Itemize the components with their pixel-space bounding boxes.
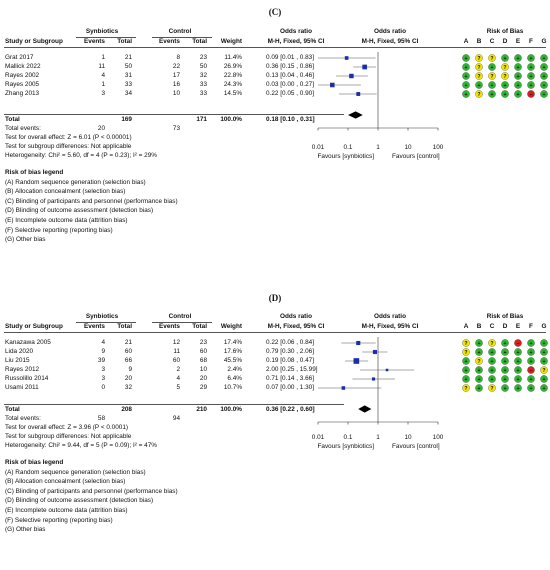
control-total: 68 xyxy=(199,357,207,364)
study-weight: 17.6% xyxy=(223,348,242,355)
control-events: 4 xyxy=(176,375,180,382)
study-name: Mallick 2022 xyxy=(5,63,41,70)
synbiotics-events-sum: 20 xyxy=(97,125,105,132)
control-total: 29 xyxy=(199,384,207,391)
control-events: 60 xyxy=(172,357,180,364)
rob-symbol: − xyxy=(516,340,520,347)
events-label: Total events: xyxy=(5,125,41,132)
rob-symbol: + xyxy=(464,358,468,365)
or-method-header: M-H, Fixed, 95% CI xyxy=(267,38,325,45)
rob-symbol: + xyxy=(529,385,533,392)
study-header: Study or Subgroup xyxy=(5,38,63,45)
control-total: 60 xyxy=(199,348,207,355)
control-events: 8 xyxy=(176,54,180,61)
rob-symbol: − xyxy=(529,367,533,374)
legend-item: (C) Blinding of participants and personnel (performance bias) xyxy=(5,197,178,205)
study-point xyxy=(362,65,367,70)
synbiotics-header: Synbiotics xyxy=(85,313,119,320)
rob-symbol: + xyxy=(516,82,520,89)
rob-letter: F xyxy=(529,38,533,45)
synbiotics-total: 60 xyxy=(124,348,132,355)
axis-tick-label: 100 xyxy=(432,144,444,151)
rob-symbol: ? xyxy=(490,385,494,392)
favours-left-label: Favours [synbiotics] xyxy=(317,443,374,450)
study-ci: 0.03 [0.00 , 0.27] xyxy=(266,81,314,88)
rob-legend xyxy=(5,168,178,245)
study-weight: 14.5% xyxy=(223,90,242,97)
rob-letter: G xyxy=(541,38,547,45)
rob-symbol: + xyxy=(490,367,494,374)
rob-symbol: ? xyxy=(477,73,481,80)
control-events-sum: 94 xyxy=(172,415,180,422)
study-point xyxy=(356,341,360,345)
synbiotics-events: 11 xyxy=(98,63,105,70)
rob-symbol: ? xyxy=(477,358,481,365)
rob-letter: D xyxy=(502,38,508,45)
rob-symbol: ? xyxy=(477,55,481,62)
forest-plot-marks xyxy=(318,52,548,131)
rob-symbol: + xyxy=(542,349,546,356)
rob-symbol: + xyxy=(464,64,468,71)
favours-right-label: Favours [control] xyxy=(392,153,440,160)
study-ci: 0.13 [0.04 , 0.46] xyxy=(266,72,314,79)
synbiotics-events: 3 xyxy=(101,366,105,373)
or-plot-method-header: M-H, Fixed, 95% CI xyxy=(361,38,419,45)
rob-symbol: + xyxy=(464,367,468,374)
control-total: 20 xyxy=(199,375,207,382)
total-label: Total xyxy=(5,406,20,413)
axis-tick-label: 0.01 xyxy=(311,434,325,441)
rob-symbol: + xyxy=(464,91,468,98)
subgroup-test: Test for subgroup differences: Not applicable xyxy=(5,143,132,150)
weight-header: Weight xyxy=(220,323,242,330)
axis-tick-label: 1 xyxy=(376,434,380,441)
study-point xyxy=(345,56,349,60)
synbiotics-events: 3 xyxy=(101,375,105,382)
study-ci: 0.22 [0.06 , 0.84] xyxy=(266,339,314,346)
study-point xyxy=(356,92,360,96)
rob-symbol: + xyxy=(542,64,546,71)
study-name: Rayes 2012 xyxy=(5,366,40,373)
rob-letter: A xyxy=(463,323,469,330)
rob-letter: D xyxy=(502,323,508,330)
rob-symbol: + xyxy=(503,376,507,383)
rob-symbol: + xyxy=(542,55,546,62)
rob-symbol: ? xyxy=(490,340,494,347)
synbiotics-events: 3 xyxy=(101,90,105,97)
axis-tick-label: 100 xyxy=(432,434,444,441)
control-events: 16 xyxy=(172,81,180,88)
control-events-sum: 73 xyxy=(172,125,180,132)
rob-letter: E xyxy=(515,38,521,45)
synbiotics-total: 31 xyxy=(124,72,132,79)
synbiotics-total: 34 xyxy=(124,90,132,97)
rob-symbol: + xyxy=(490,91,494,98)
rob-symbol: + xyxy=(490,358,494,365)
synbiotics-total: 50 xyxy=(124,63,132,70)
legend-item: (D) Blinding of outcome assessment (detection bias) xyxy=(5,497,154,505)
rob-symbol: + xyxy=(490,349,494,356)
study-name: Lida 2020 xyxy=(5,348,34,355)
rob-symbol: + xyxy=(542,73,546,80)
rob-symbol: ? xyxy=(464,349,468,356)
synbiotics-events: 4 xyxy=(101,72,105,79)
synbiotics-total: 66 xyxy=(124,357,132,364)
rob-symbol: ? xyxy=(490,55,494,62)
rob-letter: C xyxy=(489,323,495,330)
rob-symbol: + xyxy=(477,385,481,392)
control-total-sum: 171 xyxy=(196,116,207,123)
weight-header: Weight xyxy=(220,38,242,45)
rob-symbol: + xyxy=(529,73,533,80)
panel-label: (D) xyxy=(268,293,282,303)
study-weight: 11.4% xyxy=(224,54,242,61)
legend-item: (F) Selective reporting (reporting bias) xyxy=(5,516,113,524)
heterogeneity-stats: Heterogeneity: Chi² = 5.60, df = 4 (P = 0.23); I² = 29% xyxy=(5,152,157,159)
rob-symbol: + xyxy=(516,385,520,392)
rob-symbol: + xyxy=(516,349,520,356)
rob-symbol: + xyxy=(542,340,546,347)
rob-symbol: + xyxy=(503,82,507,89)
synbiotics-total: 32 xyxy=(124,384,132,391)
rob-header: Risk of Bias xyxy=(486,28,524,35)
rob-symbol: + xyxy=(490,82,494,89)
pooled-ci: 0.18 [0.10 , 0.31] xyxy=(266,116,315,123)
study-ci: 0.36 [0.15 , 0.86] xyxy=(266,63,314,70)
study-point xyxy=(342,386,346,390)
heterogeneity-stats: Heterogeneity: Chi² = 9.44, df = 5 (P = 0.09); I² = 47% xyxy=(5,442,157,449)
legend-item: (C) Blinding of participants and personnel (performance bias) xyxy=(5,487,178,495)
axis-tick-label: 0.01 xyxy=(311,144,325,151)
rob-letter: F xyxy=(529,323,533,330)
control-header: Control xyxy=(168,313,192,320)
study-weight: 22.8% xyxy=(223,72,242,79)
overall-effect-test: Test for overall effect: Z = 3.96 (P < 0.0001) xyxy=(5,424,129,431)
rob-letter: A xyxy=(463,38,469,45)
study-point xyxy=(354,358,360,364)
control-events: 12 xyxy=(172,339,180,346)
study-ci: 0.09 [0.01 , 0.83] xyxy=(266,54,314,61)
forest-plot-marks xyxy=(318,337,548,425)
legend-item: (B) Allocation concealment (selection bias) xyxy=(5,188,126,196)
synbiotics-events: 1 xyxy=(101,54,105,61)
study-name: Kanazawa 2005 xyxy=(5,339,51,346)
synbiotics-total-sum: 169 xyxy=(121,116,132,123)
study-weight: 24.3% xyxy=(223,81,242,88)
control-total: 33 xyxy=(199,81,207,88)
study-name: Liu 2015 xyxy=(5,357,30,364)
legend-item: (F) Selective reporting (reporting bias) xyxy=(5,226,113,234)
study-point xyxy=(349,74,353,78)
rob-symbol: + xyxy=(529,340,533,347)
rob-symbol: ? xyxy=(542,367,546,374)
synbiotics-total: 21 xyxy=(124,54,132,61)
total-label: Total xyxy=(5,116,20,123)
study-point xyxy=(386,369,389,372)
events-header: Events xyxy=(84,323,105,330)
legend-item: (G) Other bias xyxy=(5,526,46,534)
study-header: Study or Subgroup xyxy=(5,323,63,330)
axis-tick-label: 10 xyxy=(404,434,412,441)
study-name: Russolillo 2014 xyxy=(5,375,49,382)
study-point xyxy=(372,377,375,380)
rob-symbol: + xyxy=(490,376,494,383)
rob-symbol: + xyxy=(529,64,533,71)
total-header: Total xyxy=(192,323,207,330)
forest-panel-d xyxy=(0,285,550,570)
rob-symbol: + xyxy=(503,55,507,62)
rob-symbol: + xyxy=(529,376,533,383)
rob-symbol: + xyxy=(516,55,520,62)
events-header: Events xyxy=(84,38,105,45)
rob-letter: C xyxy=(489,38,495,45)
total-weight: 100.0% xyxy=(220,406,242,413)
control-events: 22 xyxy=(172,63,180,70)
rob-symbol: + xyxy=(542,385,546,392)
control-events: 17 xyxy=(172,72,180,79)
rob-legend xyxy=(5,458,178,535)
pooled-diamond xyxy=(358,405,371,412)
study-weight: 45.5% xyxy=(223,357,242,364)
rob-symbol: + xyxy=(516,358,520,365)
control-total: 33 xyxy=(199,90,207,97)
study-ci: 0.22 [0.05 , 0.90] xyxy=(266,90,314,97)
legend-item: (E) Incomplete outcome data (attrition bias) xyxy=(5,506,128,514)
rob-symbol: + xyxy=(516,376,520,383)
favours-left-label: Favours [synbiotics] xyxy=(317,153,374,160)
rob-symbol: + xyxy=(464,376,468,383)
rob-symbol: + xyxy=(503,349,507,356)
legend-item: (A) Random sequence generation (selection bias) xyxy=(5,178,146,186)
rob-header: Risk of Bias xyxy=(486,313,524,320)
synbiotics-total: 21 xyxy=(124,339,132,346)
rob-symbol: + xyxy=(542,358,546,365)
study-name: Grat 2017 xyxy=(5,54,34,61)
legend-item: (B) Allocation concealment (selection bias) xyxy=(5,478,126,486)
control-events: 5 xyxy=(176,384,180,391)
rob-symbol: + xyxy=(542,91,546,98)
total-header: Total xyxy=(192,38,207,45)
study-weight: 10.7% xyxy=(223,384,242,391)
rob-symbol: + xyxy=(516,73,520,80)
study-ci: 2.00 [0.25 , 15.99] xyxy=(266,366,318,373)
study-ci: 0.07 [0.00 , 1.30] xyxy=(266,384,314,391)
axis-tick-label: 10 xyxy=(404,144,412,151)
synbiotics-total: 20 xyxy=(124,375,132,382)
control-total: 23 xyxy=(199,54,207,61)
rob-letter: B xyxy=(476,323,482,330)
legend-item: (E) Incomplete outcome data (attrition bias) xyxy=(5,216,128,224)
synbiotics-events: 9 xyxy=(101,348,105,355)
or-header: Odds ratio xyxy=(280,313,312,320)
rob-letter: G xyxy=(541,323,547,330)
synbiotics-total: 33 xyxy=(124,81,132,88)
axis-tick-label: 1 xyxy=(376,144,380,151)
rob-symbol: ? xyxy=(477,64,481,71)
control-events: 2 xyxy=(176,366,180,373)
rob-symbol: + xyxy=(477,340,481,347)
axis-tick-label: 0.1 xyxy=(343,434,353,441)
rob-symbol: + xyxy=(503,340,507,347)
overall-effect-test: Test for overall effect: Z = 6.01 (P < 0.00001) xyxy=(5,134,132,141)
synbiotics-events: 1 xyxy=(101,81,105,88)
legend-title: Risk of bias legend xyxy=(5,459,64,466)
study-weight: 6.4% xyxy=(227,375,242,382)
events-header: Events xyxy=(159,323,180,330)
rob-symbol: + xyxy=(464,55,468,62)
rob-symbol: + xyxy=(464,82,468,89)
total-header: Total xyxy=(117,38,132,45)
rob-symbol: + xyxy=(542,376,546,383)
rob-symbol: + xyxy=(464,73,468,80)
legend-title: Risk of bias legend xyxy=(5,169,64,176)
total-weight: 100.0% xyxy=(220,116,242,123)
study-point xyxy=(373,350,377,354)
rob-symbol: ? xyxy=(503,64,507,71)
events-label: Total events: xyxy=(5,415,41,422)
or-method-header: M-H, Fixed, 95% CI xyxy=(267,323,325,330)
study-ci: 0.79 [0.30 , 2.06] xyxy=(266,348,314,355)
study-ci: 0.19 [0.08 , 0.47] xyxy=(266,357,314,364)
rob-symbol: ? xyxy=(503,73,507,80)
pooled-ci: 0.36 [0.22 , 0.60] xyxy=(266,406,315,413)
axis-tick-label: 0.1 xyxy=(343,144,353,151)
rob-symbol: + xyxy=(477,376,481,383)
or-header: Odds ratio xyxy=(280,28,312,35)
study-name: Zhang 2013 xyxy=(5,90,40,97)
favours-right-label: Favours [control] xyxy=(392,443,440,450)
synbiotics-events-sum: 58 xyxy=(97,415,105,422)
synbiotics-total-sum: 208 xyxy=(121,406,132,413)
rob-symbol: + xyxy=(503,358,507,365)
study-point xyxy=(330,83,335,88)
control-events: 11 xyxy=(173,348,180,355)
control-total: 32 xyxy=(199,72,207,79)
rob-symbol: + xyxy=(503,367,507,374)
rob-symbol: + xyxy=(477,82,481,89)
or-plot-header: Odds ratio xyxy=(374,313,406,320)
rob-symbol: + xyxy=(529,349,533,356)
rob-symbol: + xyxy=(503,91,507,98)
rob-symbol: ? xyxy=(464,340,468,347)
study-name: Usami 2011 xyxy=(5,384,39,391)
study-ci: 0.71 [0.14 , 3.66] xyxy=(266,375,314,382)
synbiotics-header: Synbiotics xyxy=(85,28,119,35)
rob-symbol: ? xyxy=(490,73,494,80)
rob-letter: B xyxy=(476,38,482,45)
pooled-diamond xyxy=(348,111,363,118)
rob-symbol: + xyxy=(516,64,520,71)
rob-symbol: ? xyxy=(464,385,468,392)
synbiotics-events: 39 xyxy=(97,357,105,364)
rob-symbol: + xyxy=(529,358,533,365)
control-header: Control xyxy=(168,28,192,35)
or-plot-method-header: M-H, Fixed, 95% CI xyxy=(361,323,419,330)
study-weight: 2.4% xyxy=(227,366,242,373)
panel-label: (C) xyxy=(268,7,282,17)
control-total-sum: 210 xyxy=(196,406,207,413)
legend-item: (A) Random sequence generation (selection bias) xyxy=(5,468,146,476)
rob-symbol: + xyxy=(529,55,533,62)
rob-symbol: + xyxy=(477,367,481,374)
control-events: 10 xyxy=(172,90,180,97)
rob-letter: E xyxy=(515,323,521,330)
subgroup-test: Test for subgroup differences: Not applicable xyxy=(5,433,132,440)
legend-item: (D) Blinding of outcome assessment (detection bias) xyxy=(5,207,154,215)
total-header: Total xyxy=(117,323,132,330)
study-weight: 17.4% xyxy=(223,339,242,346)
synbiotics-events: 0 xyxy=(101,384,105,391)
events-header: Events xyxy=(159,38,180,45)
synbiotics-events: 4 xyxy=(101,339,105,346)
rob-symbol: + xyxy=(516,367,520,374)
rob-symbol: + xyxy=(503,385,507,392)
legend-item: (G) Other bias xyxy=(5,236,46,244)
control-total: 50 xyxy=(199,63,207,70)
control-total: 10 xyxy=(199,366,207,373)
study-name: Rayes 2002 xyxy=(5,72,40,79)
study-name: Rayes 2005 xyxy=(5,81,40,88)
rob-symbol: + xyxy=(516,91,520,98)
or-plot-header: Odds ratio xyxy=(374,28,406,35)
synbiotics-total: 9 xyxy=(128,366,132,373)
rob-symbol: + xyxy=(542,82,546,89)
rob-symbol: ? xyxy=(477,91,481,98)
rob-symbol: − xyxy=(529,91,533,98)
study-weight: 26.9% xyxy=(223,63,242,70)
rob-symbol: + xyxy=(490,64,494,71)
rob-symbol: + xyxy=(477,349,481,356)
control-total: 23 xyxy=(199,339,207,346)
rob-symbol: + xyxy=(529,82,533,89)
